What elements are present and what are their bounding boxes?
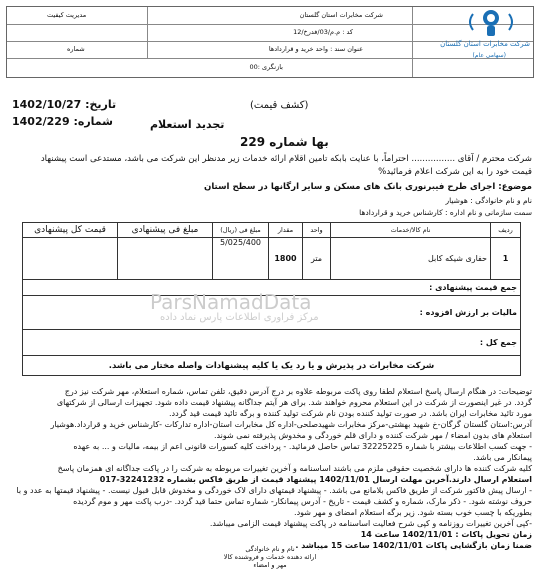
- cell-unit-price: 5/025/400: [213, 238, 269, 280]
- sum-label: جمع قیمت پیشنهادی :: [23, 280, 521, 296]
- note-line: کلیه شرکت کننده ها دارای شخصیت حقوقی ملزم می باشند اساسنامه و آخرین تغییرات مربوطه به شرکت را در پاکت جداگانه ای همزمان پاسخ: [57, 464, 532, 473]
- doc-code: کد : م.م/03/فدرخ/12: [293, 28, 353, 36]
- subject: موضوع: اجرای طرح فیبرنوری بانک های مسکن و سایر ارگانها در سطح استان: [204, 182, 532, 192]
- note-line: مورد تائید مخابرات ایران باشد. در صورت تولید کننده بودن نام شرکت تولید کننده و برگه تائید قیمت قید گردد.: [169, 409, 532, 418]
- note-line: حروف نوشته شود. - ذکر مارک، شماره و کشف قیمت - تاریخ - آدرس پیمانکار- شماره تماس حتما قید گردد. -درب پاکت مهر و موم گردیده: [73, 497, 532, 506]
- doc-number: شماره: 1402/229: [12, 115, 113, 128]
- col-header-total: قیمت کل پیشنهادی: [23, 223, 118, 238]
- col-header-qty: مقدار: [269, 223, 303, 238]
- notes-block: [8, 386, 532, 551]
- note-line: زمان تحویل پاکات : 1402/11/01 ساعت 14: [360, 530, 532, 539]
- col-header-offer-price: مبلغ فی پیشنهادی: [118, 223, 213, 238]
- number-label: شماره: [67, 45, 85, 53]
- company-name: شرکت مخابرات استان گلستان: [299, 11, 383, 19]
- signature-stamp: مهر و امضاء: [253, 561, 287, 569]
- table-row: [23, 238, 521, 280]
- requester: نام و نام خانوادگی : هوشیار: [445, 196, 532, 205]
- note-line: - ارسال پیش فاکتور شرکت از طریق فاکس بلامانع می باشد. - پیشنهاد قیمتهای دارای لاک خوردگی و مخدوش قابل قبول نیست. - پیشنهاد قیمتها به عدد و با: [16, 486, 532, 495]
- vat-label: مالیات بر ارزش افزوده :: [23, 296, 521, 330]
- signature-block: [0, 545, 540, 569]
- cell-index: 1: [491, 238, 521, 280]
- total-label: جمع کل :: [23, 330, 521, 356]
- quality-unit: مدیریت کیفیت: [47, 11, 87, 19]
- total-row: [23, 330, 521, 356]
- note-line: ضمنا زمان بازگشایی پاکات 1402/11/01 ساعت 15 میباشد .: [295, 541, 532, 550]
- col-header-index: ردیف: [491, 223, 521, 238]
- company-logo: [440, 4, 534, 68]
- inquiry-title: بها شماره 229: [240, 135, 329, 149]
- logo-subtext: (سهامی عام): [472, 52, 506, 59]
- cell-item: حفاری شیکه کابل: [331, 238, 491, 280]
- watermark: ParsNamadData: [150, 290, 312, 314]
- note-line: آدرس:استان گلستان گرگان-خ شهید بهشتی-مرکز مخابرات شهیدصلحی-اداره کل مخابرات استان-اداره تدارکات -کارشناس خرید و قرارداد.هوشیار: [50, 420, 532, 429]
- renewal-label: تجدید استعلام: [150, 118, 225, 131]
- note-line: - جهت کسب اطلاعات بیشتر با شماره 32225225 تماس حاصل فرمائید. - پرداخت کلیه کسورات قانونی اعم از بیمه، مالیات و ... به عهده: [73, 442, 532, 451]
- note-line: گردد. در غیر اینصورت از شرکت در این استعلام محروم خواهند شد. برای هر آیتم جداگانه پیشنهاد قیمت داده شود. تجهیزات ارسالی از شرکتهای: [56, 398, 532, 407]
- note-line: پیمانکار می باشد.: [473, 453, 532, 462]
- col-header-unit: واحد: [303, 223, 331, 238]
- intro-line-2: قیمت خود را به این شرکت اعلام فرمائید%: [378, 167, 532, 177]
- col-header-item: نام کالا/خدمات: [331, 223, 491, 238]
- cell-offer-price: [118, 238, 213, 280]
- note-line: استعلام های بدون امضاء / مهر شرکت کننده و دارای قلم خوردگی و مخدوش پذیرفته نمی شوند.: [213, 431, 532, 440]
- note-line: بطوریکه با چسب خوب بسته شود. زیر برگه استعلام امضای و مهر شود.: [294, 508, 532, 517]
- note-line: استعلام ارسال دارند.آخرین مهلت ارسال 1402/11/01 پیشنهاد قیمت از طریق فاکس بشماره 32241232-017: [99, 475, 532, 484]
- department: سمت سازمانی و نام اداره : کارشناس خرید و قراردادها: [359, 208, 532, 217]
- note-line: -کپی آخرین تغییرات روزنامه و کپی شرح فعالیت اساسنامه در پاکت پیشنهاد قیمت الزامی میباشد.: [209, 519, 532, 528]
- col-header-unit-price: مبلغ فی (ریال): [213, 223, 269, 238]
- header-divider-left: [147, 7, 148, 58]
- cell-total: [23, 238, 118, 280]
- logo-text: شرکت مخابرات استان گلستان: [440, 40, 530, 48]
- price-note: (کشف قیمت): [250, 100, 309, 111]
- note-line: توضیحات: در هنگام ارسال پاسخ استعلام لطفا روی پاکت مربوطه علاوه بر درج آدرس دقیق، تلفن تماس، شماره استعلام، مهر شرکت نیز درج: [64, 387, 532, 396]
- notice-row: [23, 356, 521, 376]
- notice: شرکت مخابرات در پذیرش و یا رد یک یا کلیه پیشنهادات واصله مختار می باشد.: [23, 356, 521, 376]
- header-divider-right: [412, 7, 413, 77]
- intro-line-1: شرکت محترم / آقای ................ احتراماً، با عنایت بابکه تامین اقلام ارائه خدمات زیر مدنظر این شرکت می باشد، مستدعی است پیشنهاد: [40, 154, 532, 164]
- table-header-row: [23, 223, 521, 238]
- cell-qty: 1800: [269, 238, 303, 280]
- doc-title: عنوان سند : واحد خرید و قراردادها: [268, 45, 363, 53]
- revision: بازنگری :00: [249, 63, 283, 71]
- signature-name: نام و نام خانوادگی: [245, 545, 295, 553]
- cell-unit: متر: [303, 238, 331, 280]
- signature-role: ارائه دهنده خدمات و فروشنده کالا: [223, 553, 317, 561]
- watermark-subtext: مرکز فراوری اطلاعات پارس نماد داده: [160, 312, 319, 323]
- doc-date: تاریخ: 1402/10/27: [12, 98, 117, 111]
